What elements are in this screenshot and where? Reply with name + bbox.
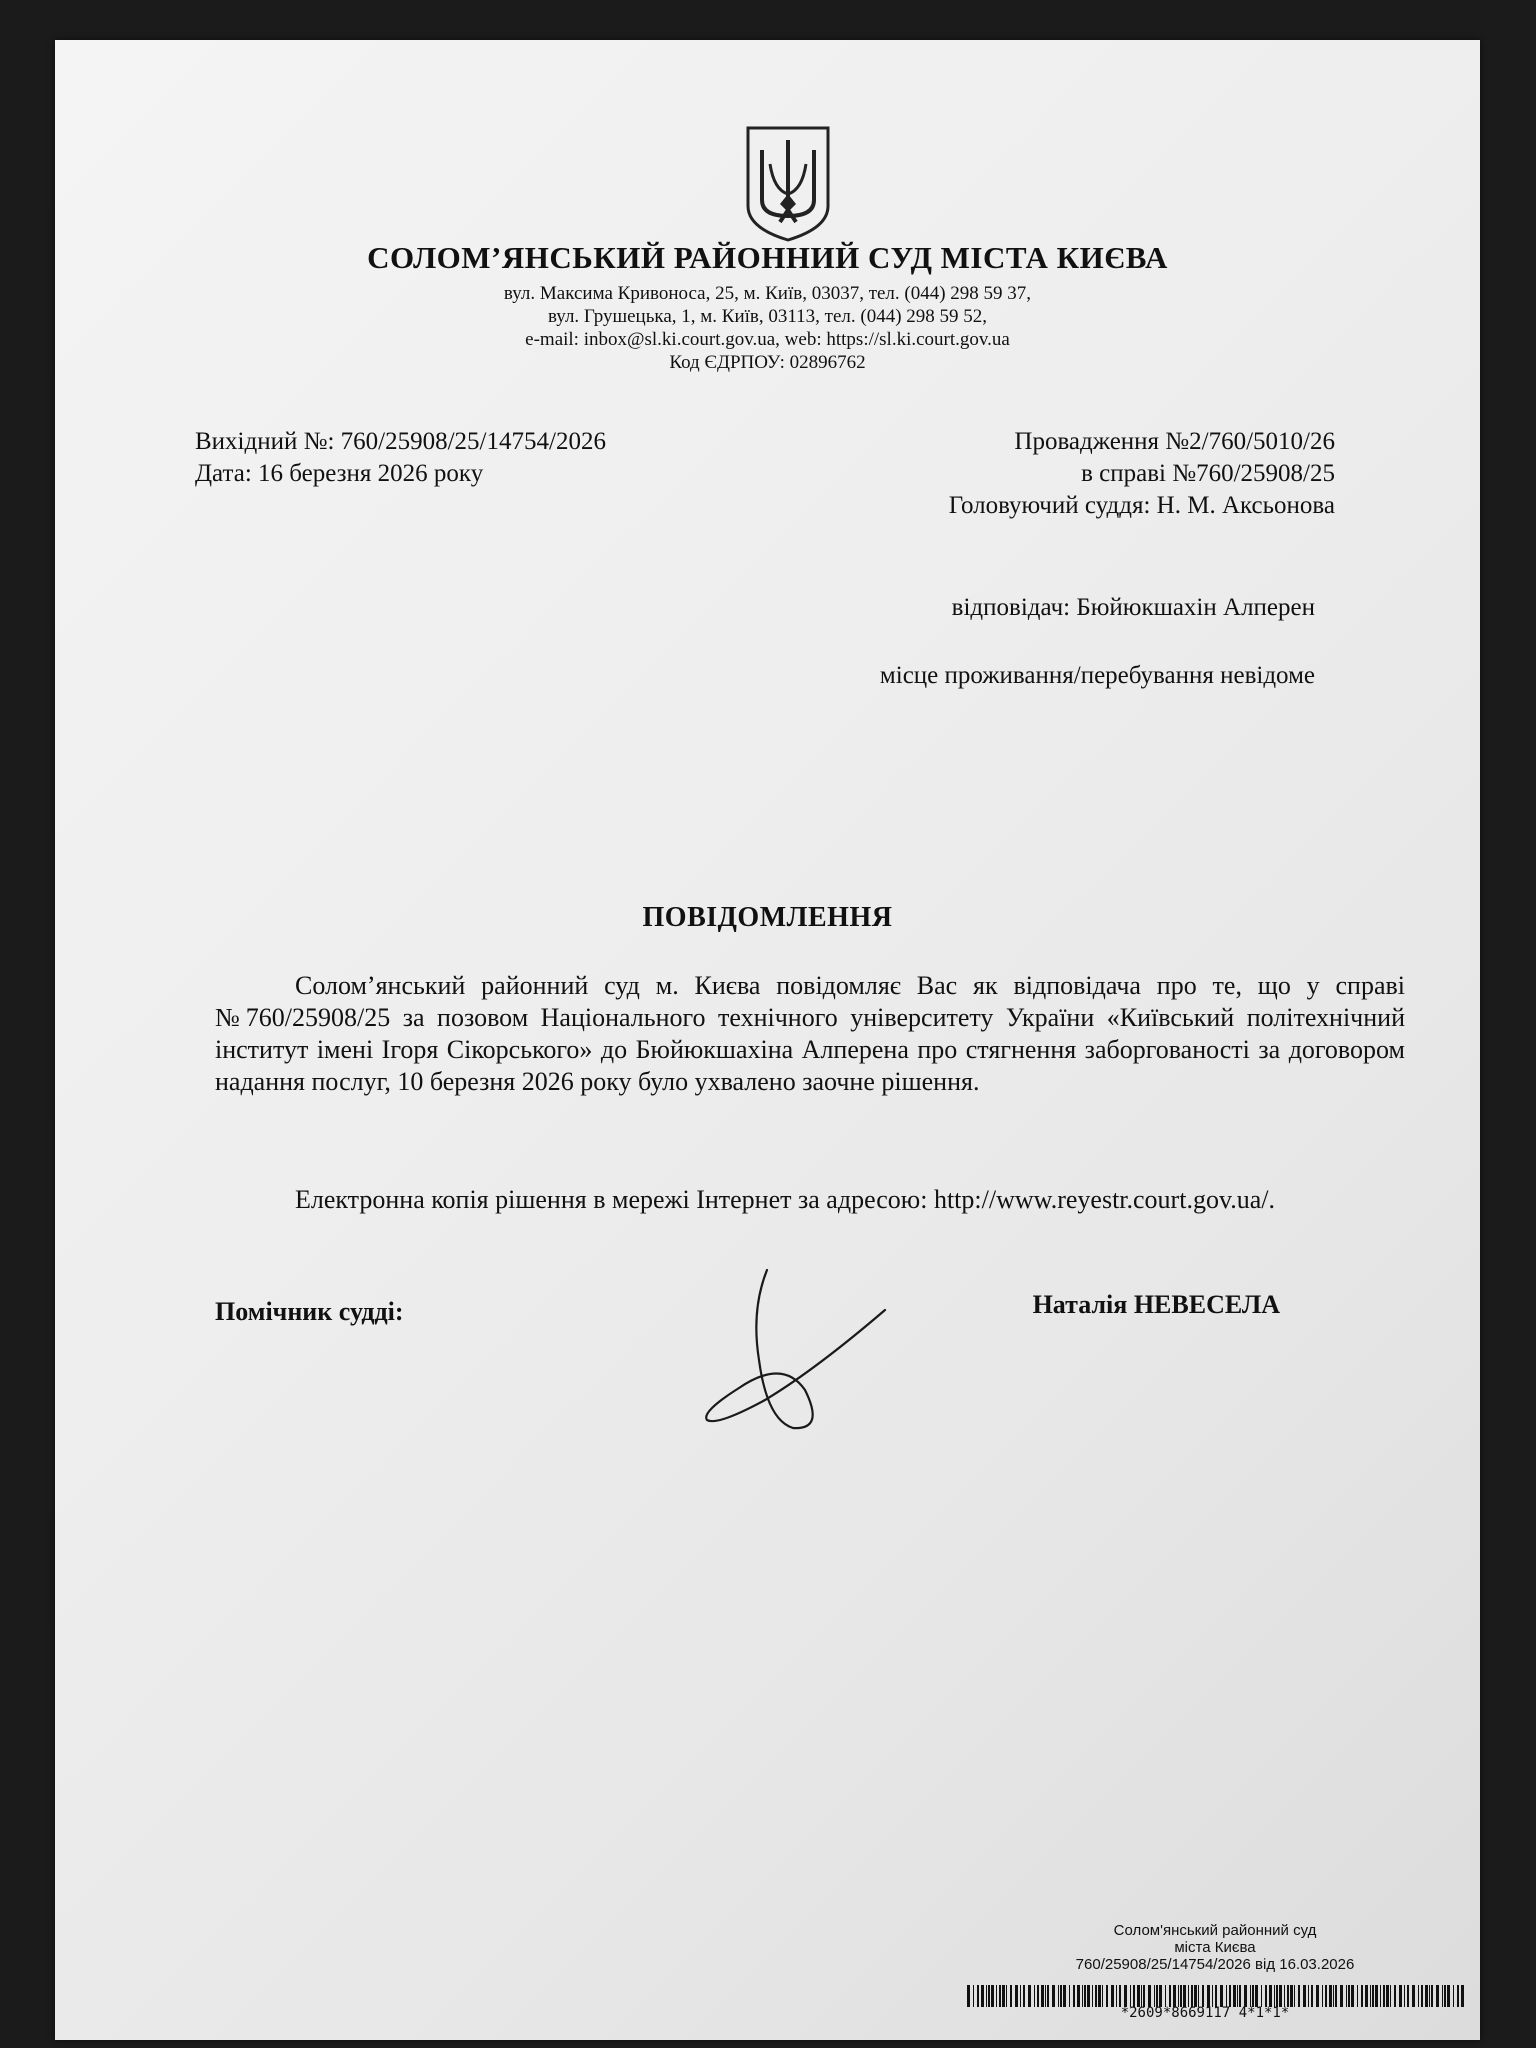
barcode-bar (1308, 1985, 1309, 2007)
barcode-bar (1255, 1985, 1258, 2007)
barcode-bar (991, 1985, 994, 2007)
trident-coat-of-arms-icon (744, 124, 832, 244)
barcode-bar (1386, 1985, 1389, 2007)
barcode-bar (1069, 1985, 1070, 2007)
barcode-bar (1133, 1985, 1135, 2007)
barcode-bar (1394, 1985, 1396, 2007)
court-address-1: вул. Максима Кривоноса, 25, м. Київ, 03037, тел. (044) 298 59 37, (503, 283, 1032, 304)
barcode-bar (1165, 1985, 1166, 2007)
barcode-bar (1351, 1985, 1354, 2007)
barcode-bar (1421, 1985, 1423, 2007)
respondent: відповідач: Бюйюкшахін Алперен (951, 594, 1315, 621)
barcode-bar (973, 1985, 974, 2007)
barcode-bar (1106, 1985, 1108, 2007)
notice-paragraph: Солом’янський районний суд м. Києва повідомляє Вас як відповідача про те, що у справі №760/25908/25 за позовом Національного технічного університету України «Київський політехнічний інститут імені Ігоря Сікорського» до Бюйюкшахіна Алперена про стягнення заборгованості за договором надання послуг, 10 березня 2026 року було ухвалено заочне рішення. (215, 971, 1405, 1096)
barcode-bar (1198, 1985, 1199, 2007)
barcode-bar (1073, 1985, 1075, 2007)
barcode-bar (1335, 1985, 1337, 2007)
barcode-bar (1250, 1985, 1251, 2007)
barcode-bar (1380, 1985, 1381, 2007)
barcode-bar (1316, 1985, 1319, 2007)
barcode-bar (1404, 1985, 1405, 2007)
barcode-bar (1006, 1985, 1007, 2007)
barcode-bar (1365, 1985, 1368, 2007)
barcode-bar (1130, 1985, 1131, 2007)
barcode-bar (1002, 1985, 1005, 2007)
barcode-bar (1444, 1985, 1446, 2007)
barcode-text: *2609*8669117 4*1*1* (1120, 2005, 1290, 2021)
barcode-bar (1274, 1985, 1275, 2007)
barcode-bar (1037, 1985, 1039, 2007)
barcode-bar (1461, 1985, 1464, 2007)
barcode-bar (1233, 1985, 1236, 2007)
barcode-bar (1276, 1985, 1278, 2007)
stamp-line-3: 760/25908/25/14754/2026 від 16.03.2026 (1075, 1956, 1355, 1973)
barcode-bar (1252, 1985, 1254, 2007)
barcode-bar (1010, 1985, 1012, 2007)
signer-name: Наталія НЕВЕСЕЛА (1032, 1290, 1280, 1319)
barcode-bar (1148, 1985, 1151, 2007)
barcode-bar (999, 1985, 1001, 2007)
barcode-bar (1119, 1985, 1121, 2007)
barcode-bar (1431, 1985, 1433, 2007)
barcode-bar (1322, 1985, 1323, 2007)
barcode-bar (1370, 1985, 1371, 2007)
barcode-bar (1116, 1985, 1117, 2007)
registration-stamp (955, 1922, 1475, 1973)
barcode-bar (1237, 1985, 1238, 2007)
barcode-bar (1447, 1985, 1450, 2007)
barcode-bar (1329, 1985, 1332, 2007)
barcode-bar (1124, 1985, 1127, 2007)
barcode-bar (1357, 1985, 1358, 2007)
barcode-bar (1239, 1985, 1241, 2007)
barcode-bar (1028, 1985, 1031, 2007)
barcode-bar (1399, 1985, 1402, 2007)
stamp-line-1: Солом'янський районний суд (1113, 1922, 1317, 1939)
barcode-bar (1303, 1985, 1306, 2007)
barcode-bar (967, 1985, 970, 2007)
barcode-bar (1180, 1985, 1182, 2007)
barcode-bar (1429, 1985, 1430, 2007)
barcode-bar (1159, 1985, 1162, 2007)
barcode-bar (1361, 1985, 1363, 2007)
barcode-bar (1226, 1985, 1227, 2007)
barcode-bar (1348, 1985, 1350, 2007)
barcode-bar (1156, 1985, 1158, 2007)
barcode-bar (1412, 1985, 1415, 2007)
barcode-bar (1087, 1985, 1090, 2007)
barcode-bar (988, 1985, 990, 2007)
case-number: в справі №760/25908/25 (1081, 460, 1335, 487)
barcode-bar (1095, 1985, 1097, 2007)
barcode-bar (1098, 1985, 1101, 2007)
barcode-bar (1372, 1985, 1374, 2007)
barcode-bar (1383, 1985, 1385, 2007)
barcode-bar (1060, 1985, 1062, 2007)
barcode-bar (1077, 1985, 1080, 2007)
barcode-bar (1390, 1985, 1391, 2007)
barcode-bar (1215, 1985, 1217, 2007)
barcode-bar (1212, 1985, 1213, 2007)
barcode-bar (1047, 1985, 1049, 2007)
barcode-bar (1333, 1985, 1334, 2007)
barcode-bar (1284, 1985, 1285, 2007)
barcode-bar (1058, 1985, 1059, 2007)
signer-role: Помічник судді: (215, 1297, 404, 1326)
barcode-bar (996, 1985, 997, 2007)
barcode-bar (1418, 1985, 1419, 2007)
barcode-bar (1023, 1985, 1025, 2007)
barcode-bar (1169, 1985, 1171, 2007)
barcode-bar (1279, 1985, 1282, 2007)
barcode-bar (1220, 1985, 1223, 2007)
outgoing-number: Вихідний №: 760/25908/25/14754/2026 (195, 428, 606, 455)
barcode-bar (1173, 1985, 1176, 2007)
barcode-bar (1287, 1985, 1289, 2007)
barcode-bar (1375, 1985, 1378, 2007)
barcode-bar (1191, 1985, 1193, 2007)
barcode-bar (1111, 1985, 1114, 2007)
barcode-bar (1194, 1985, 1197, 2007)
barcode (967, 1985, 1467, 2007)
barcode-bar (1290, 1985, 1293, 2007)
barcode-bar (1311, 1985, 1313, 2007)
barcode-bar (1244, 1985, 1247, 2007)
barcode-bar (1183, 1985, 1186, 2007)
barcode-bar (981, 1985, 984, 2007)
barcode-bar (1453, 1985, 1454, 2007)
barcode-bar (1261, 1985, 1262, 2007)
document-page (55, 40, 1480, 2040)
court-contacts: e-mail: inbox@sl.ki.court.gov.ua, web: https://sl.ki.court.gov.ua (525, 329, 1010, 350)
barcode-bar (1034, 1985, 1035, 2007)
barcode-bar (1137, 1985, 1140, 2007)
barcode-bar (1045, 1985, 1046, 2007)
barcode-bar (1265, 1985, 1267, 2007)
barcode-bar (1294, 1985, 1295, 2007)
barcode-bar (1407, 1985, 1409, 2007)
notice-link-line: Електронна копія рішення в мережі Інтернет за адресою: http://www.reyestr.court.gov.ua/. (295, 1185, 1276, 1214)
barcode-bar (1020, 1985, 1021, 2007)
proceeding-number: Провадження №2/760/5010/26 (1014, 428, 1335, 455)
barcode-bar (1298, 1985, 1300, 2007)
barcode-bar (1141, 1985, 1142, 2007)
respondent-residence: місце проживання/перебування невідоме (879, 662, 1315, 689)
presiding-judge: Головуючий суддя: Н. М. Аксьонова (948, 492, 1335, 519)
notice-title: ПОВІДОМЛЕННЯ (642, 902, 893, 933)
barcode-bar (1325, 1985, 1327, 2007)
court-edrpou: Код ЄДРПОУ: 02896762 (669, 352, 866, 373)
court-address-2: вул. Грушецька, 1, м. Київ, 03113, тел. (044) 298 59 52, (547, 306, 988, 327)
barcode-bar (1436, 1985, 1439, 2007)
barcode-bar (1092, 1985, 1093, 2007)
barcode-bar (1178, 1985, 1179, 2007)
barcode-bar (1063, 1985, 1066, 2007)
barcode-bar (1269, 1985, 1272, 2007)
barcode-bar (1084, 1985, 1086, 2007)
handwritten-signature (655, 1250, 915, 1470)
stamp-line-2: міста Києва (1174, 1939, 1256, 1956)
barcode-bar (1188, 1985, 1189, 2007)
barcode-bar (1015, 1985, 1018, 2007)
barcode-bar (1425, 1985, 1428, 2007)
document-date: Дата: 16 березня 2026 року (195, 460, 484, 487)
barcode-bar (1207, 1985, 1210, 2007)
court-name: СОЛОМ’ЯНСЬКИЙ РАЙОННИЙ СУД МІСТА КИЄВА (367, 240, 1168, 275)
barcode-bar (1457, 1985, 1459, 2007)
barcode-bar (1052, 1985, 1055, 2007)
barcode-bar (977, 1985, 979, 2007)
barcode-bar (1340, 1985, 1343, 2007)
barcode-bar (1082, 1985, 1083, 2007)
barcode-bar (1346, 1985, 1347, 2007)
barcode-bar (1229, 1985, 1231, 2007)
barcode-bar (1154, 1985, 1155, 2007)
barcode-bar (1102, 1985, 1103, 2007)
barcode-bar (1202, 1985, 1204, 2007)
barcode-bar (986, 1985, 987, 2007)
barcode-bar (1442, 1985, 1443, 2007)
barcode-bar (1041, 1985, 1044, 2007)
barcode-bar (1143, 1985, 1145, 2007)
